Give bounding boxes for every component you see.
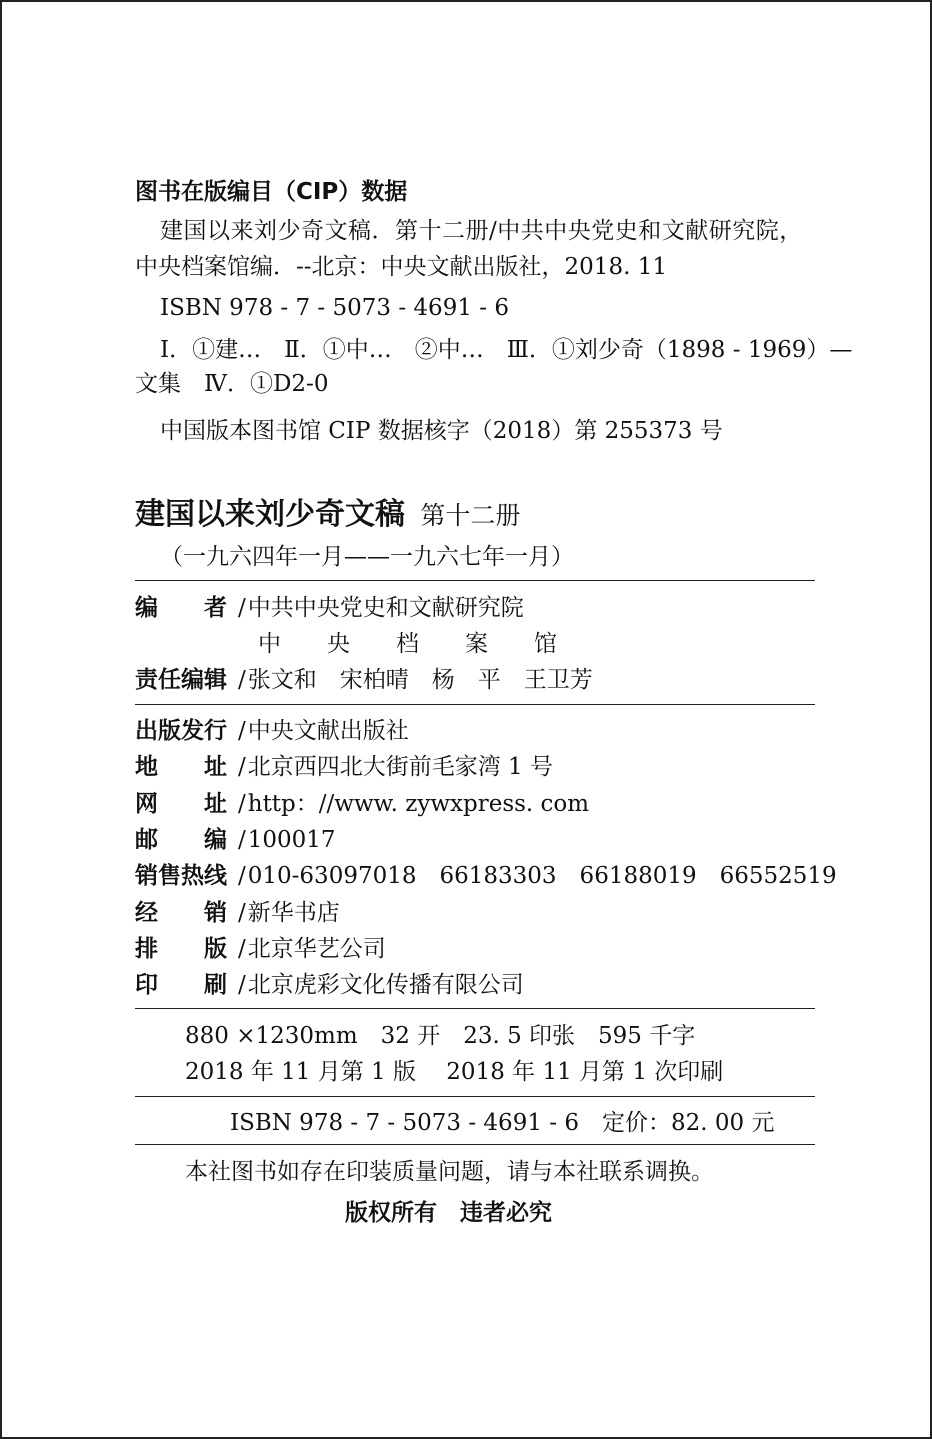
editor-1: 中共中央党史和文献研究院 — [247, 595, 524, 621]
address: 北京西四北大街前毛家湾 1 号 — [247, 754, 554, 780]
cip-heading: 图书在版编目（CIP）数据 — [135, 179, 408, 205]
credit-value-editor-2: 中 央 档 案 馆 — [258, 631, 557, 657]
quality-notice: 本社图书如存在印装质量问题，请与本社联系调换。 — [185, 1159, 714, 1185]
cip-line-2: 中央档案馆编．--北京：中央文献出版社，2018. 11 — [135, 254, 667, 280]
divider — [135, 1144, 815, 1145]
printing-label: 印 刷 — [135, 972, 227, 998]
address-label: 地 址 — [135, 754, 227, 780]
responsible-editors: 张文和 宋柏晴 杨 平 王卫芳 — [247, 667, 593, 693]
cip-isbn: ISBN 978 - 7 - 5073 - 4691 - 6 — [160, 295, 509, 321]
book-volume: 第十二册 — [420, 501, 521, 530]
printing-value: /北京虎彩文化传播有限公司 — [238, 972, 524, 998]
credit-value-responsible-editors: /张文和 宋柏晴 杨 平 王卫芳 — [238, 667, 593, 693]
website-value: /http：//www. zywxpress. com — [238, 791, 590, 817]
credit-label-responsible-editors: 责任编辑 — [135, 667, 227, 693]
specs-line-2: 2018 年 11 月第 1 版 2018 年 11 月第 1 次印刷 — [185, 1059, 724, 1085]
website-url: http：//www. zywxpress. com — [247, 791, 590, 817]
credit-value-editor: /中共中央党史和文献研究院 — [238, 595, 524, 621]
divider — [135, 704, 815, 705]
website-label: 网 址 — [135, 791, 227, 817]
cip-line-1: 建国以来刘少奇文稿．第十二册/中共中央党史和文献研究院， — [160, 218, 803, 244]
publisher-label: 出版发行 — [135, 718, 227, 744]
cip-classification-2: 文集 Ⅳ．①D2-0 — [135, 371, 329, 397]
hotline-label: 销售热线 — [135, 863, 227, 889]
book-title-line — [135, 498, 520, 534]
typesetter: 北京华艺公司 — [247, 936, 386, 962]
divider — [135, 580, 815, 581]
divider — [135, 1008, 815, 1009]
address-value: /北京西四北大街前毛家湾 1 号 — [238, 754, 554, 780]
distributor: 新华书店 — [247, 900, 340, 926]
printer: 北京虎彩文化传播有限公司 — [247, 972, 524, 998]
postcode-value: /100017 — [238, 827, 336, 853]
credit-label-editor: 编 者 — [135, 595, 227, 621]
publisher-name: 中央文献出版社 — [247, 718, 409, 744]
book-period: （一九六四年一月——一九六七年一月） — [160, 544, 574, 570]
publisher-value: /中央文献出版社 — [238, 718, 409, 744]
hotline-value: /010-63097018 66183303 66188019 66552519 — [238, 863, 837, 889]
distributor-value: /新华书店 — [238, 900, 340, 926]
divider — [135, 1096, 815, 1097]
book-title: 建国以来刘少奇文稿 — [135, 497, 405, 532]
copyright-notice: 版权所有 违者必究 — [345, 1200, 552, 1226]
postcode-label: 邮 编 — [135, 827, 227, 853]
distributor-label: 经 销 — [135, 900, 227, 926]
specs-line-1: 880 ×1230mm 32 开 23. 5 印张 595 千字 — [185, 1023, 696, 1049]
hotline-numbers: 010-63097018 66183303 66188019 66552519 — [247, 863, 837, 889]
price: 定价：82. 00 元 — [602, 1110, 775, 1136]
isbn: ISBN 978 - 7 - 5073 - 4691 - 6 — [230, 1110, 579, 1136]
typesetting-value: /北京华艺公司 — [238, 936, 386, 962]
cip-record-number: 中国版本图书馆 CIP 数据核字（2018）第 255373 号 — [160, 418, 723, 444]
cip-classification-1: Ⅰ．①建… Ⅱ．①中… ②中… Ⅲ．①刘少奇（1898 - 1969）— — [160, 337, 853, 363]
typesetting-label: 排 版 — [135, 936, 227, 962]
postcode: 100017 — [247, 827, 336, 853]
